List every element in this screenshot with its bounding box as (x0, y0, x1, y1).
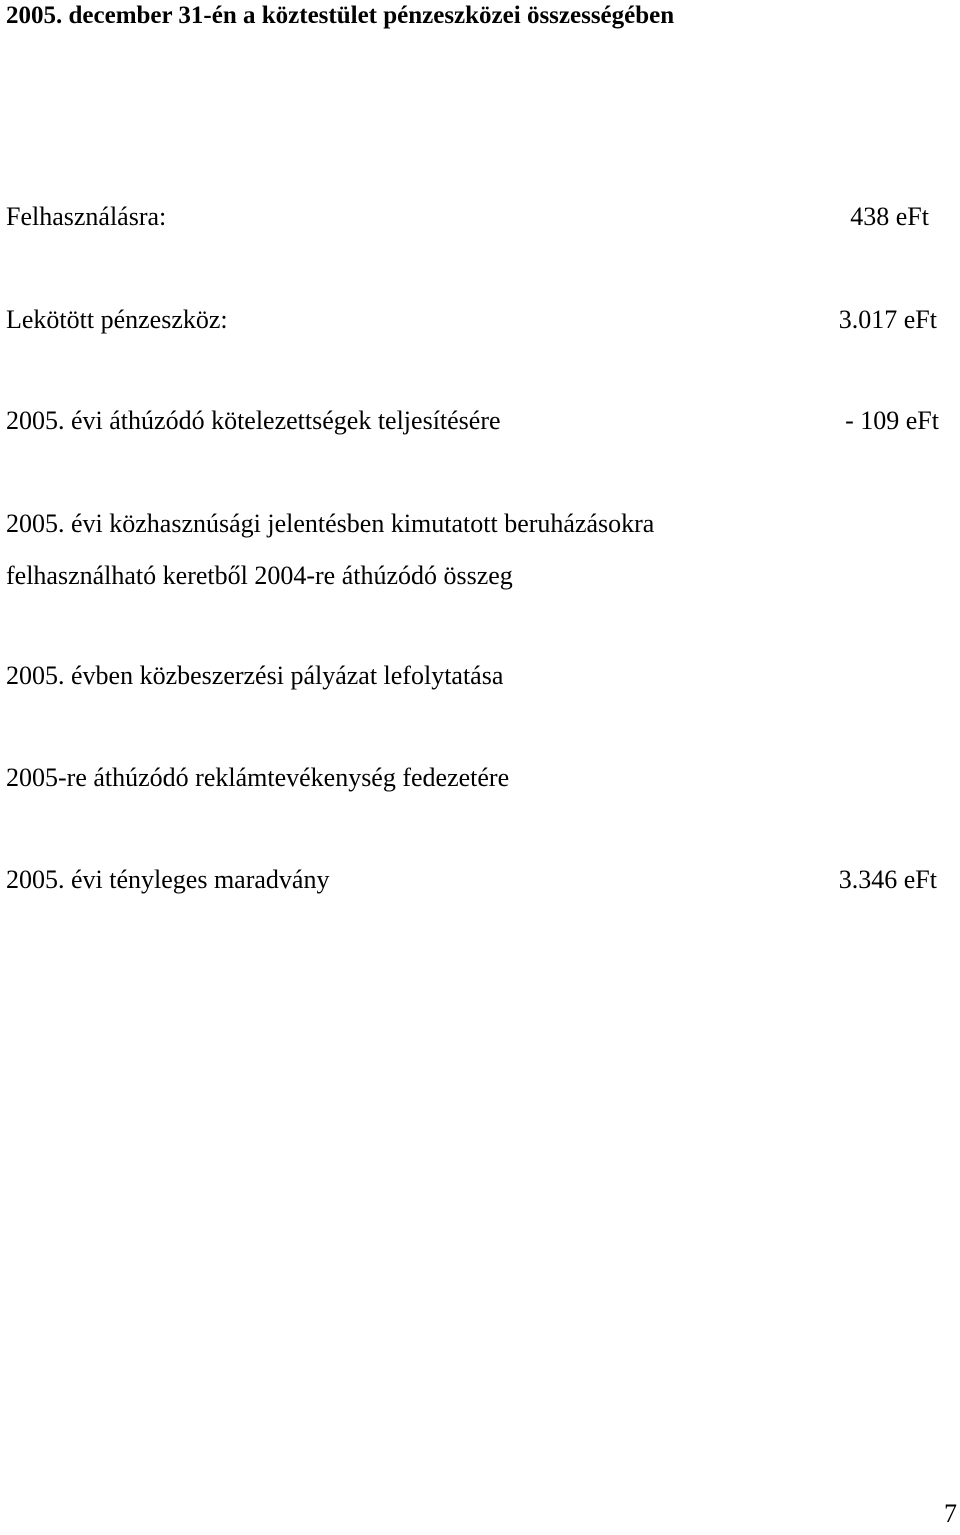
row-label-lekotott: Lekötött pénzeszköz: (6, 305, 228, 334)
row-label-kozbeszerzes: 2005. évben közbeszerzési pályázat lefolytatása (6, 661, 504, 690)
row-value-athuzodo-kotelezettsegek: - 109 eFt (845, 406, 939, 435)
row-value-tenyleges-maradvany: 3.346 eFt (838, 865, 937, 894)
row-label-kozhasznusagi-line2: felhasználható keretből 2004-re áthúzódó összeg (6, 561, 513, 590)
row-label-kozhasznusagi-line1: 2005. évi közhasznúsági jelentésben kimutatott beruházásokra (6, 509, 655, 538)
row-value-lekotott: 3.017 eFt (838, 305, 937, 334)
row-label-athuzodo-kotelezettsegek: 2005. évi áthúzódó kötelezettségek teljesítésére (6, 406, 501, 435)
row-label-tenyleges-maradvany: 2005. évi tényleges maradvány (6, 865, 330, 894)
document-title: 2005. december 31-én a köztestület pénzeszközei összességében (6, 2, 675, 29)
row-label-felhasznalasra: Felhasználásra: (6, 202, 167, 231)
page-number: 7 (944, 1499, 957, 1528)
row-label-reklamtevekenyseg: 2005-re áthúzódó reklámtevékenység fedezetére (6, 763, 510, 792)
row-value-felhasznalasra: 438 eFt (850, 202, 929, 231)
